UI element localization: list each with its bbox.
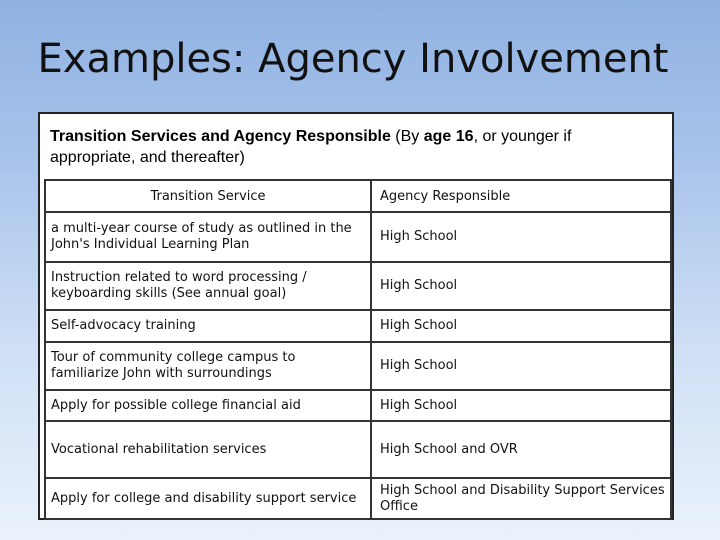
table-row <box>45 390 671 421</box>
table-row <box>45 421 671 478</box>
table-row <box>45 310 671 342</box>
heading-bold-2: age 16 <box>423 128 474 145</box>
content-frame <box>38 112 674 520</box>
agency-cell: High School <box>371 310 671 342</box>
agency-cell: High School <box>371 390 671 421</box>
column-header-agency: Agency Responsible <box>371 180 671 212</box>
heading-plain-2: , or younger if appropriate, and thereafter) <box>50 128 572 166</box>
agency-cell: High School and OVR <box>371 421 671 478</box>
services-table <box>44 179 672 520</box>
heading-bold-1: Transition Services and Agency Responsible <box>50 128 391 145</box>
table-row <box>45 212 671 262</box>
table-heading <box>50 126 660 168</box>
slide-title: Examples: Agency Involvement <box>37 36 669 82</box>
agency-cell: High School <box>371 212 671 262</box>
service-cell: Vocational rehabilitation services <box>45 421 371 478</box>
heading-plain-1: (By <box>390 128 424 145</box>
table-row <box>45 478 671 519</box>
service-cell: Apply for possible college financial aid <box>45 390 371 421</box>
agency-cell: High School and Disability Support Services Office <box>371 478 671 519</box>
service-cell: Tour of community college campus to familiarize John with surroundings <box>45 342 371 390</box>
table-row <box>45 262 671 310</box>
service-cell: Apply for college and disability support service <box>45 478 371 519</box>
service-cell: Self-advocacy training <box>45 310 371 342</box>
table-row <box>45 342 671 390</box>
service-cell: a multi-year course of study as outlined in the John's Individual Learning Plan <box>45 212 371 262</box>
service-cell: Instruction related to word processing / keyboarding skills (See annual goal) <box>45 262 371 310</box>
agency-cell: High School <box>371 342 671 390</box>
table-header-row <box>45 180 671 212</box>
column-header-service: Transition Service <box>45 180 371 212</box>
agency-cell: High School <box>371 262 671 310</box>
